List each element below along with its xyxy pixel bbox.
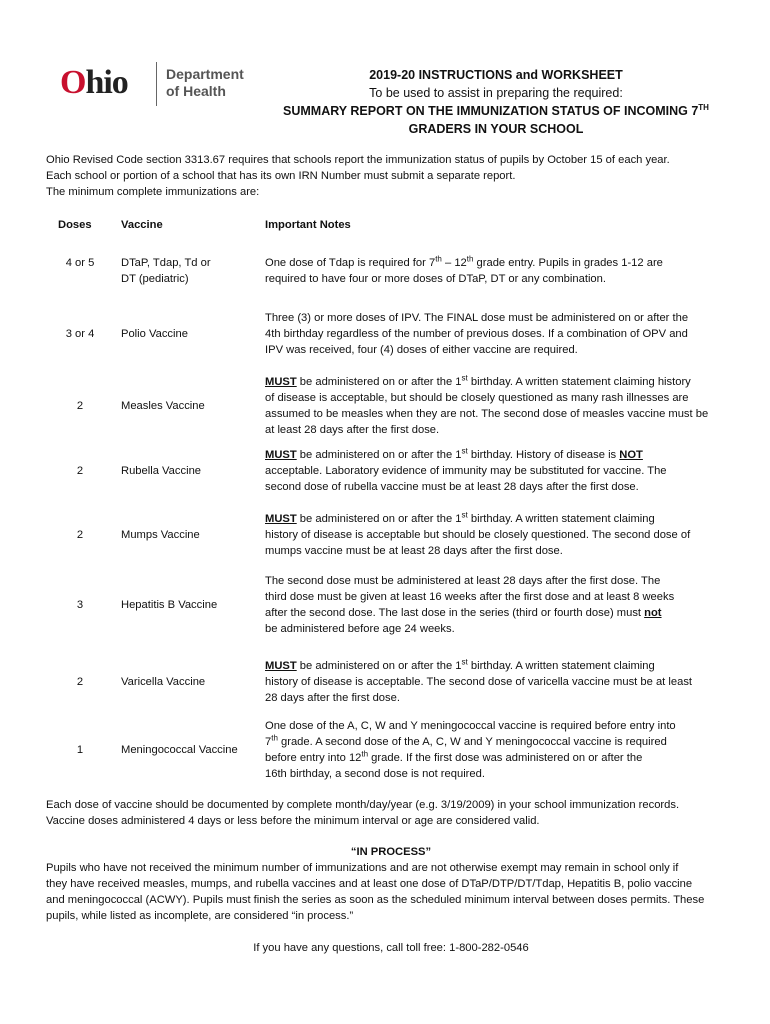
vaccine-name: Polio Vaccine xyxy=(121,328,188,340)
in-process-paragraph xyxy=(46,860,736,924)
important-note: One dose of the A, C, W and Y meningococcal vaccine is required before entry into 7th grade. A second dose of the A, C, W and Y meningococcal vaccine is required before entry into 12th grade. If the first dose was administered on or after the 16th birthday, a second dose is not required. xyxy=(265,720,676,780)
in-process-heading: “IN PROCESS” xyxy=(350,846,432,858)
intro-paragraph xyxy=(46,152,736,200)
important-note: MUST be administered on or after the 1st birthday. History of disease is NOT acceptable. Laboratory evidence of immunity may be substituted for vaccine. The second dose of rubella vaccine must be at least 28 days after the first dose. xyxy=(265,446,667,493)
dose-count: 2 xyxy=(76,529,84,541)
important-note: The second dose must be administered at least 28 days after the first dose. The third dose must be given at least 16 weeks after the first dose and at least 8 weeks after the second dose. The last dose in the series (third or fourth dose) must not be administered before age 24 weeks. xyxy=(265,575,675,635)
vaccine-name: Rubella Vaccine xyxy=(121,465,202,477)
in-process-line: they have received measles, mumps, and rubella vaccines and at least one dose of DTaP/DTP/DT/Tdap, Hepatitis B, polio vaccine xyxy=(46,878,693,890)
column-header-vaccine: Vaccine xyxy=(121,219,163,231)
in-process-line: pupils, while listed as incomplete, are considered “in process.” xyxy=(46,910,354,922)
documentation-line: Vaccine doses administered 4 days or less before the minimum interval or age are considered valid. xyxy=(46,815,540,827)
important-note: Three (3) or more doses of IPV. The FINAL dose must be administered on or after the 4th birthday regardless of the number of previous doses. If a combination of OPV and IPV was received, four (4) doses of either vaccine are required. xyxy=(265,312,689,356)
vaccine-name: DTaP, Tdap, Td or DT (pediatric) xyxy=(121,257,211,285)
column-header-doses: Doses xyxy=(58,219,92,231)
logo-dept-line2: of Health xyxy=(166,83,226,99)
document-header xyxy=(262,66,730,138)
documentation-paragraph xyxy=(46,797,736,829)
dose-count: 4 or 5 xyxy=(65,257,95,269)
dose-count: 1 xyxy=(76,744,84,756)
dose-count: 2 xyxy=(76,465,84,477)
vaccine-name: Measles Vaccine xyxy=(121,400,205,412)
vaccine-name: Meningococcal Vaccine xyxy=(121,744,238,756)
column-header-notes: Important Notes xyxy=(265,219,351,231)
dose-count: 3 xyxy=(76,599,84,611)
logo-department xyxy=(166,66,244,100)
important-note: MUST be administered on or after the 1st birthday. A written statement claiming history of disease is acceptable. The second dose of varicella vaccine must be at least 28 days after the first dose. xyxy=(265,657,693,704)
contact-footer: If you have any questions, call toll free: 1-800-282-0546 xyxy=(253,942,529,954)
logo-dept-line1: Department xyxy=(166,66,244,82)
important-note: MUST be administered on or after the 1st birthday. A written statement claiming history of disease is acceptable, but should be closely questioned as many rash illnesses are assumed to be measles when they are not. The second dose of measles vaccine must be at least 28 days after the first dose. xyxy=(265,373,709,436)
in-process-line: Pupils who have not received the minimum number of immunizations and are not otherwise exempt may remain in school only if xyxy=(46,862,679,874)
header-report-title-line2: GRADERS IN YOUR SCHOOL xyxy=(408,122,584,136)
header-report-title: SUMMARY REPORT ON THE IMMUNIZATION STATUS OF INCOMING 7TH xyxy=(283,102,709,118)
vaccine-name: Mumps Vaccine xyxy=(121,529,200,541)
vaccine-name: Hepatitis B Vaccine xyxy=(121,599,218,611)
logo-divider xyxy=(156,62,157,106)
documentation-line: Each dose of vaccine should be documented by complete month/day/year (e.g. 3/19/2009) in your school immunization records. xyxy=(46,799,680,811)
dose-count: 2 xyxy=(76,400,84,412)
intro-line: The minimum complete immunizations are: xyxy=(46,186,260,198)
dose-count: 2 xyxy=(76,676,84,688)
vaccine-name: Varicella Vaccine xyxy=(121,676,206,688)
header-subtitle: To be used to assist in preparing the required: xyxy=(369,86,623,100)
dose-count: 3 or 4 xyxy=(65,328,95,340)
header-title: 2019-20 INSTRUCTIONS and WORKSHEET xyxy=(369,68,623,82)
intro-line: Ohio Revised Code section 3313.67 requires that schools report the immunization status of pupils by October 15 of each year. xyxy=(46,154,670,166)
important-note: One dose of Tdap is required for 7th – 12th grade entry. Pupils in grades 1-12 are required to have four or more doses of DTaP, DT or any combination. xyxy=(265,254,663,285)
logo-wordmark: Ohio xyxy=(60,64,128,101)
intro-line: Each school or portion of a school that has its own IRN Number must submit a separate report. xyxy=(46,170,516,182)
in-process-line: and meningococcal (ACWY). Pupils must finish the series as soon as the scheduled minimum interval between doses permits. These xyxy=(46,894,705,906)
important-note: MUST be administered on or after the 1st birthday. A written statement claiming history of disease is acceptable but should be closely questioned. The second dose of mumps vaccine must be at least 28 days after the first dose. xyxy=(265,510,691,557)
ohio-department-of-health-logo xyxy=(60,60,260,112)
